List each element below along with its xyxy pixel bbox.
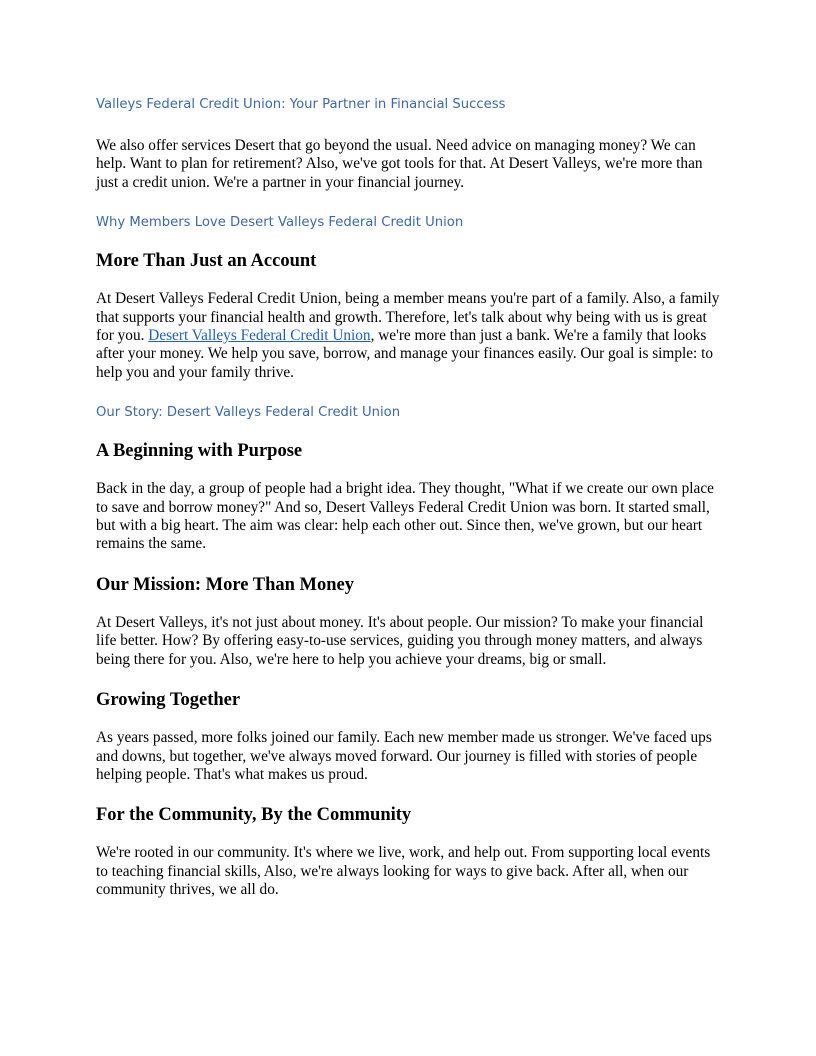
paragraph-community: We're rooted in our community. It's where we live, work, and help out. From supporting local events to teaching financial skills, Also, we're always looking for ways to give back. After all, when our community thrives, we all do. (96, 844, 711, 899)
paragraph-beginning: Back in the day, a group of people had a bright idea. They thought, "What if we create our own place to save and borrow money?" And so, Desert Valleys Federal Credit Union was born. It started small, but with a big heart. The aim was clear: help each other out. Since then, we've grown, but our heart remains the same. (96, 480, 714, 553)
credit-union-link[interactable]: Desert Valleys Federal Credit Union (148, 327, 371, 345)
subheading-growing-together: Growing Together (96, 690, 241, 711)
paragraph-text-before-link: At Desert Valleys Federal Credit Union, being a member means you're part of a family. Also, a family that supports your financial health and growth. Therefore, let's talk about why being with us is great for you. (96, 290, 720, 345)
paragraph-mission: At Desert Valleys, it's not just about money. It's about people. Our mission? To make your financial life better. How? By offering easy-to-use services, guiding you through money matters, and always being there for you. Also, we're here to help you achieve your dreams, big or small. (96, 613, 704, 668)
subheading-more-than-account: More Than Just an Account (96, 251, 317, 272)
subheading-mission: Our Mission: More Than Money (96, 574, 354, 595)
paragraph-services: We also offer services Desert that go beyond the usual. Need advice on managing money? We can help. Want to plan for retirement? Also, we've got tools for that. At Desert Valleys, we're more than just a credit union. We're a partner in your financial journey. (96, 137, 703, 191)
document-page (96, 96, 722, 900)
section-heading-partner: Valleys Federal Credit Union: Your Partner in Financial Success (96, 97, 506, 112)
paragraph-growing-together: As years passed, more folks joined our family. Each new member made us stronger. We've faced ups and downs, but together, we've always moved forward. Our journey is filled with stories of people helping people. That's what makes us proud. (96, 729, 712, 783)
section-heading-why-members: Why Members Love Desert Valleys Federal Credit Union (96, 215, 464, 231)
paragraph-member-family (96, 290, 722, 382)
paragraph-text-after-link: , we're more than just a bank. We're a family that looks after your money. We help you save, borrow, and manage your finances easily. Our goal is simple: to help you and your family thrive. (96, 327, 713, 381)
subheading-community: For the Community, By the Community (96, 805, 412, 826)
subheading-beginning: A Beginning with Purpose (96, 441, 303, 462)
section-heading-our-story: Our Story: Desert Valleys Federal Credit Union (96, 405, 401, 421)
